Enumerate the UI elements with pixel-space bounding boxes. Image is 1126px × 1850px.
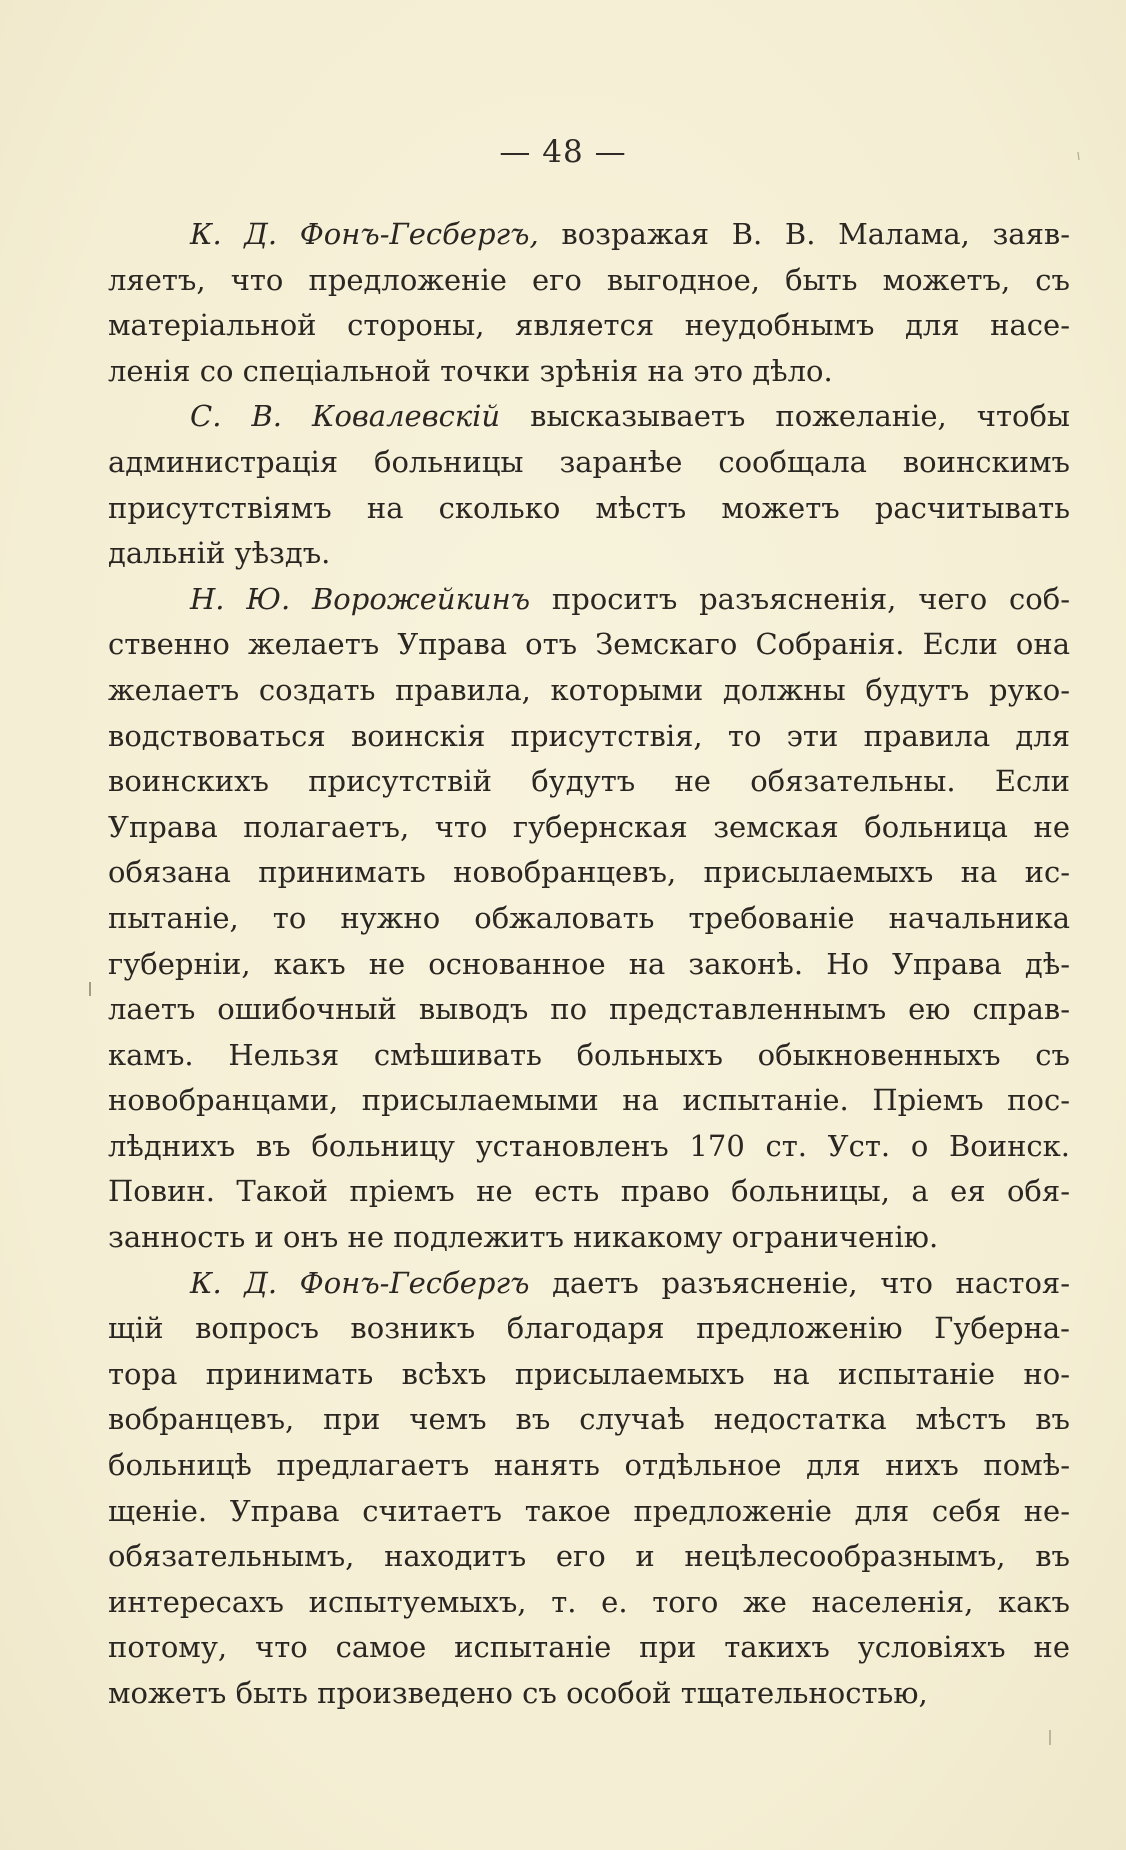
text-line: вобранцевъ, при чемъ въ случаѣ недостатка мѣстъ въ [108,1402,1070,1437]
text-line: ляетъ, что предложеніе его выгодное, быть можетъ, съ [108,262,1070,297]
text-line: больницѣ предлагаетъ нанять отдѣльное для нихъ помѣ- [108,1448,1070,1483]
text-line: Управа полагаетъ, что губернская земская больница не [108,809,1070,844]
text-line: занность и онъ не подлежитъ никакому ограниченію. [108,1220,939,1255]
text-line: интересахъ испытуемыхъ, т. е. того же населенія, какъ [108,1584,1070,1619]
text-line: матеріальной стороны, является неудобнымъ для насе- [108,308,1070,343]
line-text: высказываетъ пожеланіе, чтобы [500,399,1070,434]
text-line [108,577,1070,623]
text-line: присутствіямъ на сколько мѣстъ можетъ расчитывать [108,490,1070,525]
text-line: новобранцами, присылаемыми на испытаніе. Пріемъ пос- [108,1083,1070,1118]
text-line: обязана принимать новобранцевъ, присылаемыхъ на ис- [108,855,1070,890]
speaker-name: Н. Ю. Ворожейкинъ [190,581,531,616]
text-line: желаетъ создать правила, которыми должны будутъ руко- [108,672,1070,707]
text-line: тора принимать всѣхъ присылаемыхъ на испытаніе но- [108,1356,1070,1391]
line-text: проситъ разъясненія, чего соб- [530,581,1070,616]
text-line: можетъ быть произведено съ особой тщательностью, [108,1676,928,1710]
line-text: возражая В. В. Малама, заяв- [538,217,1070,251]
speaker-name: К. Д. Фонъ-Гесбергъ, [190,217,539,251]
text-line: камъ. Нельзя смѣшивать больныхъ обыкновенныхъ съ [108,1037,1070,1072]
text-line: Повин. Такой пріемъ не есть право больницы, а ея обя- [108,1174,1070,1209]
page-number: — 48 — [499,134,627,170]
speaker-name: С. В. Ковалевскій [190,399,501,434]
speaker-name: К. Д. Фонъ-Гесбергъ [190,1265,530,1300]
text-line: потому, что самое испытаніе при такихъ условіяхъ не [108,1630,1070,1665]
text-line [108,394,1070,440]
body-text [108,212,1070,1717]
text-line [108,212,1070,258]
text-line: пытаніе, то нужно обжаловать требованіе начальника [108,900,1070,935]
text-line: щеніе. Управа считаетъ такое предложеніе для себя не- [108,1493,1070,1528]
text-line: администрація больницы заранѣе сообщала воинскимъ [108,444,1070,479]
text-line: губерніи, какъ не основанное на законѣ. Но Управа дѣ- [108,946,1070,981]
text-line [108,1261,1070,1307]
text-line: щій вопросъ возникъ благодаря предложенію Губерна- [108,1311,1070,1346]
text-line: лаетъ ошибочный выводъ по представленнымъ ею справ- [108,992,1070,1027]
text-line: лѣднихъ въ больницу установленъ 170 ст. Уст. о Воинск. [108,1128,1070,1163]
text-line: водствоваться воинскія присутствія, то эти правила для [108,718,1070,753]
text-line: ленія со спеціальной точки зрѣнія на это дѣло. [108,353,833,388]
text-line: ственно желаетъ Управа отъ Земскаго Собранія. Если она [108,627,1070,662]
text-line: воинскихъ присутствій будутъ не обязательны. Если [108,764,1070,799]
text-line: обязательнымъ, находитъ его и нецѣлесообразнымъ, въ [108,1539,1070,1574]
text-line: дальній уѣздъ. [108,536,331,571]
line-text: даетъ разъясненіе, что настоя- [529,1265,1070,1300]
